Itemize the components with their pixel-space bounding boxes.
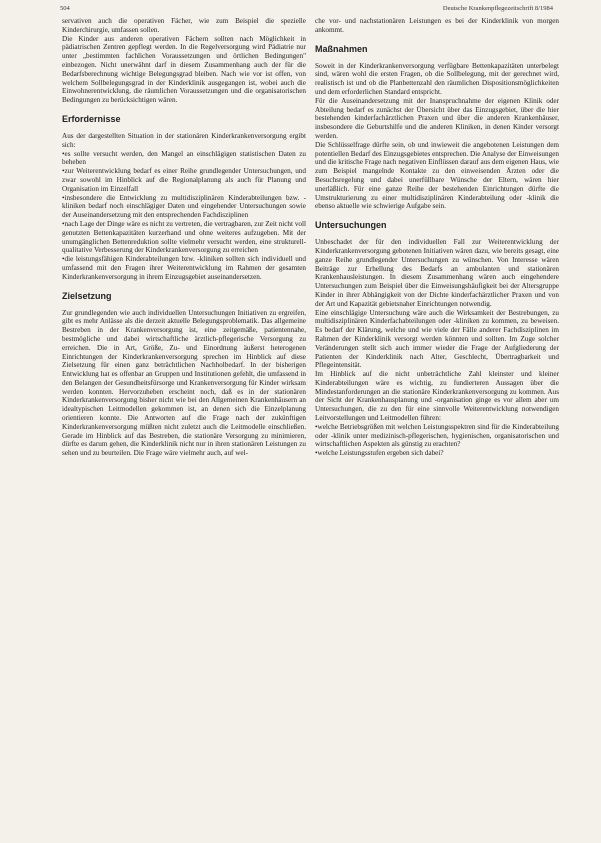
section-heading-untersuchungen: Untersuchungen <box>315 220 387 231</box>
left-column <box>62 17 306 458</box>
body-paragraph: che vor- und nachstationären Leistungen es bei der Kinderklinik von morgen ankommt. <box>315 17 559 34</box>
body-paragraph: Soweit in der Kinderkrankenversorgung verfügbare Bettenkapazitäten unterbelegt sind, wären wohl die ersten Fragen, ob die Sollbelegung, mit der gerechnet wird, realistisch ist und ob die Planbettenzahl den räumlichen Dispositionsmöglichkeiten und dem erforderlichen Standard entspricht. <box>315 61 559 96</box>
page-header <box>60 5 553 17</box>
section-heading-erfordernisse: Erfordernisse <box>62 113 121 124</box>
list-item: • nach Lage der Dinge wäre es nicht zu vertreten, die vertragbaren, zur Zeit nicht voll genutzten Bettenkapazitäten kurzerhand und ohne weiteres aufzugeben. Mit der unumgänglichen Bettenreduktion sollte vielmehr versucht werden, eine strukturell-qualitative Verbesserung der Kinderkrankenversorgung zu erreichen <box>62 220 306 255</box>
list-item: • welche Leistungsstufen ergeben sich dabei? <box>315 449 559 458</box>
body-paragraph: Eine einschlägige Untersuchung wäre auch die Wirksamkeit der Bestrebungen, zu multidisziplinären Kinderfachabteilungen oder -kliniken zu kommen, zu beweisen. Es bedarf der Klärung, welche und wie viele der Fälle anderer Fachdisziplinen im Rahmen der Kinderklinik versorgt werden könnten und sollten. Im Zuge solcher Veränderungen stellt sich auch immer wieder die Frage der Aufgliederung der Patienten der Kinderklinik nach Alter, Geschlecht, Übertragbarkeit und Pflegeintensität. <box>315 308 559 370</box>
list-item: • es sollte versucht werden, den Mangel an einschlägigen statistischen Daten zu beheben <box>62 150 306 168</box>
body-paragraph: Unbeschadet der für den individuellen Fall zur Weiterentwicklung der Kinderkrankenversorgung gebotenen Initiativen wären dazu, wie bereits gesagt, eine ganze Reihe grundlegender Untersuchungen zu wünschen. Von Interesse wären Beiträge zur Erhellung des Bedarfs an ambulanten und stationären Krankenhausleistungen. In diesem Zusammenhang wären auch eingehendere Untersuchungen zum Beispiel über die Einweisungshäufigkeit bei der Altersgruppe Kinder in ihrer Abhängigkeit von der Dichte kinderfachärztlicher Praxen und von der Art und Kapazität gebietsnaher Einrichtungen notwendig. <box>315 238 559 308</box>
list-item: • zur Weiterentwicklung bedarf es einer Reihe grundlegender Untersuchungen, und zwar sowohl im Hinblick auf die Regionalplanung als auch für Planung und Organisation im Einzelfall <box>62 167 306 193</box>
requirements-list <box>62 150 306 282</box>
journal-title: Deutsche Krankenpflegezeitschrift 8/1984 <box>442 5 553 12</box>
section-heading-massnahmen: Maßnahmen <box>315 43 368 54</box>
body-paragraph: Zur grundlegenden wie auch individuellen Untersuchungen Initiativen zu ergreifen, gibt es mehr Anlässe als die derzeit aktuelle Belegungsproblematik. Das allgemeine Bestreben in der Krankenversorgung ist, eine zeitgemäße, patientennahe, bestmögliche und dabei wirtschaftliche ärztlich-pflegerische Versorgung zu erreichen. Die in Art, Größe, Zu- und Einordnung äußerst heterogenen Einrichtungen der Kinderkrankenversorgung sprechen im Hinblick auf diese Zielsetzung für einen ganz beträchtlichen Nachholbedarf. In der bisherigen Entwicklung hat es offenbar an Gruppen und Institutionen gefehlt, die umfassend in den Belangen der Gesundheitsfürsorge und Krankenversorgung für Kinder wirksam werden konnten. Hervorzuheben erscheint noch, daß es in der stationären Kinderkrankenversorgung bisher nicht wie bei den Allgemeinen Krankenhäusern an idealtypischen Leitmodellen gekommen ist, an denen sich die Einzelplanung orientieren konnte. Die Antworten auf die Frage nach der zukünftigen Kinderkrankenversorgung müßten nicht zuletzt auch die Leitmodelle einschließen. Gerade im Hinblick auf das Bestreben, die stationäre Versorgung zu minimieren, dürfte es darum gehen, die Kinderklinik nicht nur in ihren stationären Leistungen zu sehen und zu beurteilen. Die Frage wäre vielmehr auch, auf wel- <box>62 308 306 458</box>
page-number: 504 <box>60 5 70 12</box>
right-column <box>315 17 559 458</box>
list-item: • die leistungsfähigen Kinderabteilungen bzw. -kliniken sollten sich individuell und umfassend mit den Fragen ihrer Weiterentwicklung im Rahmen der gesamten Kinderkrankenversorgung in ihrem Einzugsgebiet auseinandersetzen. <box>62 255 306 281</box>
list-item: • insbesondere die Entwicklung zu multidisziplinären Kinderabteilungen bzw. -kliniken bedarf noch einschlägiger Daten und eingehender Untersuchungen sowie der Auseinandersetzung mit den entsprechenden Fachdisziplinen <box>62 194 306 220</box>
body-paragraph: servativen auch die operativen Fächer, wie zum Beispiel die spezielle Kinderchirurgie, umfassen sollen. <box>62 17 306 34</box>
list-item: • welche Betriebsgrößen mit welchen Leistungsspektren sind für die Kinderabteilung oder -klinik unter medizinisch-pflegerischen, hygienischen, organisatorischen und wirtschaftlichen Aspekten als günstig zu erachten? <box>315 423 559 449</box>
questions-list <box>315 423 559 458</box>
body-paragraph: Im Hinblick auf die nicht unbeträchtliche Zahl kleinster und kleiner Kinderabteilungen wäre es wichtig, zu fundierteren Aussagen über die Mindestanforderungen an die stationäre Kinderkrankenversorgung zu kommen. Aus der Sicht der Krankenhausplanung und -organisation ginge es vor allem aber um Untersuchungen, die zu den für eine sinnvolle Weiterentwicklung notwendigen Leitvorstellungen und Leitmodellen führen: <box>315 370 559 423</box>
body-paragraph: Für die Auseinandersetzung mit der Inanspruchnahme der eigenen Klinik oder Abteilung bedarf es zunächst der Übersicht über das Einzugsgebiet, über die hier bestehenden kinderfachärztlichen Praxen und über die anderen Krankenhäuser, insbesondere die Geburtshilfe und die anderen Kliniken, in denen Kinder versorgt werden. <box>315 96 559 140</box>
body-paragraph: Die Schlüsselfrage dürfte sein, ob und inwieweit die angebotenen Leistungen dem potentiellen Bedarf des Einzugsgebietes entsprechen. Die Analyse der Einweisungen und die kritische Frage nach negativen Einflüssen darauf aus dem eigenen Haus, wie zum Beispiel mangelnde Kontakte zu den einweisenden Ärzten oder die Besuchsregelung und dabei unerfüllbare Wünsche der Eltern, wären hier unerläßlich. Für eine ganze Reihe der bestehenden Einrichtungen dürfte die Umstrukturierung zu einer multidisziplinären Kinderabteilung oder -klinik die ebenso aktuelle wie schwierige Aufgabe sein. <box>315 140 559 211</box>
body-paragraph: Die Kinder aus anderen operativen Fächern sollten nach Möglichkeit in pädiatrischen Zentren gepflegt werden. In die Regelversorgung wird Pädiatrie nur unter „bestimmten fachlichen Voraussetzungen und örtlichen Bedingungen" einbezogen. Nicht unerwähnt darf in diesem Zusammenhang auch der für die Bedarfsberechnung wichtige Belegungsgrad bleiben. Nach wie vor ist offen, von welchem Sollbelegungsgrad in der Kinderklinik ausgegangen ist, wobei auch die Einwohnerentwicklung, die räumlichen Voraussetzungen und die organisatorischen Bedingungen zu berücksichtigen wären. <box>62 34 306 105</box>
section-heading-zielsetzung: Zielsetzung <box>62 290 112 301</box>
body-paragraph: Aus der dargestellten Situation in der stationären Kinderkrankenversorgung ergibt sich: <box>62 131 306 149</box>
